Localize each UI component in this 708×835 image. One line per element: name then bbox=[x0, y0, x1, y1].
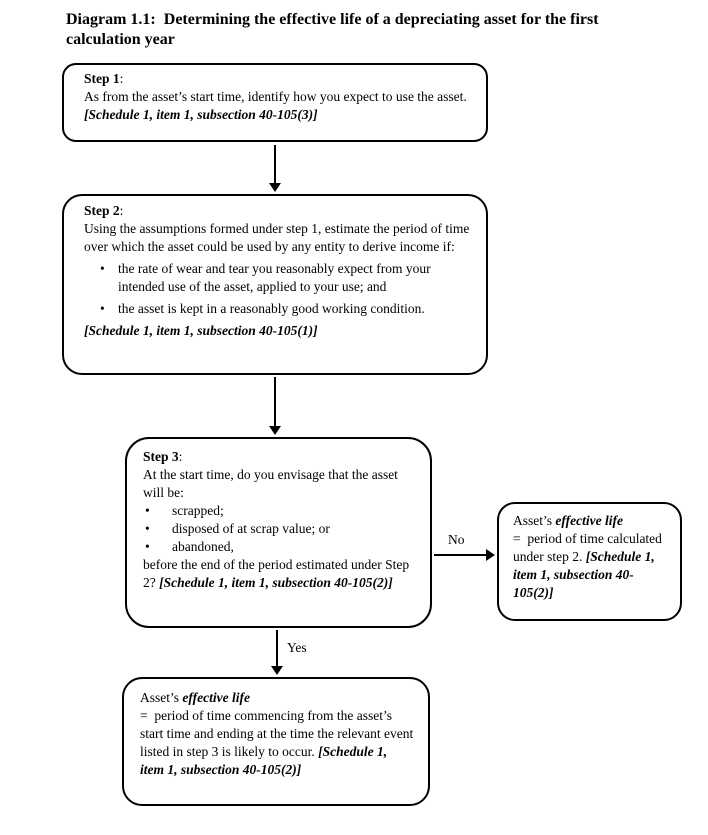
no-box-lead-text: Asset’s bbox=[513, 513, 556, 528]
list-item bbox=[143, 502, 416, 520]
step2-heading-label: Step 2 bbox=[84, 203, 120, 218]
step1-box bbox=[62, 63, 488, 142]
step1-text: As from the asset’s start time, identify how you expect to use the asset. bbox=[84, 89, 471, 104]
step1-heading-colon: : bbox=[119, 71, 124, 86]
yes-box-body bbox=[140, 707, 417, 779]
step2-citation-line bbox=[84, 322, 476, 340]
step1-citation: [Schedule 1, item 1, subsection 40-105(3)] bbox=[84, 107, 318, 122]
step3-heading-colon: : bbox=[178, 449, 183, 464]
step2-citation: [Schedule 1, item 1, subsection 40-105(1)] bbox=[84, 323, 318, 338]
arrow-shaft bbox=[274, 145, 276, 185]
step3-bullet-2: disposed of at scrap value; or bbox=[172, 521, 330, 536]
step1-heading bbox=[84, 70, 476, 88]
step2-bullet-1: the rate of wear and tear you reasonably expect from your intended use of the asset, applied to your use; and bbox=[118, 261, 434, 294]
bullet-marker: • bbox=[145, 539, 150, 554]
step3-heading-label: Step 3 bbox=[143, 449, 179, 464]
step3-outro-text: before the end of the period estimated under Step 2? bbox=[143, 557, 413, 590]
yes-box-lead-text: Asset’s bbox=[140, 690, 183, 705]
step3-bullet-3: abandoned, bbox=[172, 539, 234, 554]
yes-box-lead bbox=[140, 689, 414, 707]
step2-heading bbox=[84, 202, 476, 220]
step3-intro bbox=[143, 466, 416, 502]
no-box-citation: [Schedule 1, item 1, subsection 40-105(2)] bbox=[513, 549, 655, 600]
no-box-lead bbox=[513, 512, 670, 530]
yes-outcome-box bbox=[122, 677, 430, 806]
step3-intro-text: At the start time, do you envisage that the asset will be: bbox=[143, 467, 402, 500]
arrow-shaft bbox=[274, 377, 276, 427]
list-item bbox=[143, 538, 416, 556]
step3-bullet-1: scrapped; bbox=[172, 503, 224, 518]
step2-box bbox=[62, 194, 488, 375]
step2-bullet-2: the asset is kept in a reasonably good working condition. bbox=[118, 301, 425, 316]
step3-outro bbox=[143, 556, 416, 592]
bullet-marker: • bbox=[100, 261, 105, 276]
arrow-shaft bbox=[276, 630, 278, 668]
step1-body bbox=[84, 88, 476, 124]
no-outcome-box bbox=[497, 502, 682, 621]
arrow-head-down-icon bbox=[271, 666, 283, 675]
list-item bbox=[143, 520, 416, 538]
yes-box-body-text: = period of time commencing from the asset’s start time and ending at the time the relevant event listed in step 3 is likely to occur. bbox=[140, 708, 417, 759]
step2-intro bbox=[84, 220, 476, 256]
list-item bbox=[84, 260, 476, 296]
yes-box-citation: [Schedule 1, item 1, subsection 40-105(2)] bbox=[140, 744, 388, 777]
diagram-title: Diagram 1.1: Determining the effective life of a depreciating asset for the first calculation year bbox=[66, 11, 603, 48]
yes-box-effective-life: effective life bbox=[182, 690, 250, 705]
step2-heading-colon: : bbox=[119, 203, 124, 218]
arrow-head-down-icon bbox=[269, 183, 281, 192]
arrow-shaft bbox=[434, 554, 487, 556]
no-box-body bbox=[513, 530, 670, 602]
step3-box bbox=[125, 437, 432, 628]
step1-heading-label: Step 1 bbox=[84, 71, 120, 86]
no-box-effective-life: effective life bbox=[555, 513, 623, 528]
arrow-head-down-icon bbox=[269, 426, 281, 435]
yes-branch-label: Yes bbox=[287, 640, 307, 655]
list-item bbox=[84, 300, 476, 318]
arrow-head-right-icon bbox=[486, 549, 495, 561]
bullet-marker: • bbox=[145, 503, 150, 518]
bullet-marker: • bbox=[100, 301, 105, 316]
step3-heading bbox=[143, 448, 416, 466]
step3-citation: [Schedule 1, item 1, subsection 40-105(2)] bbox=[159, 575, 393, 590]
no-box-body-text: = period of time calculated under step 2. bbox=[513, 531, 666, 564]
step2-intro-text: Using the assumptions formed under step 1, estimate the period of time over which the asset could be used by any entity to derive income if: bbox=[84, 221, 473, 254]
bullet-marker: • bbox=[145, 521, 150, 536]
no-branch-label: No bbox=[448, 532, 465, 547]
